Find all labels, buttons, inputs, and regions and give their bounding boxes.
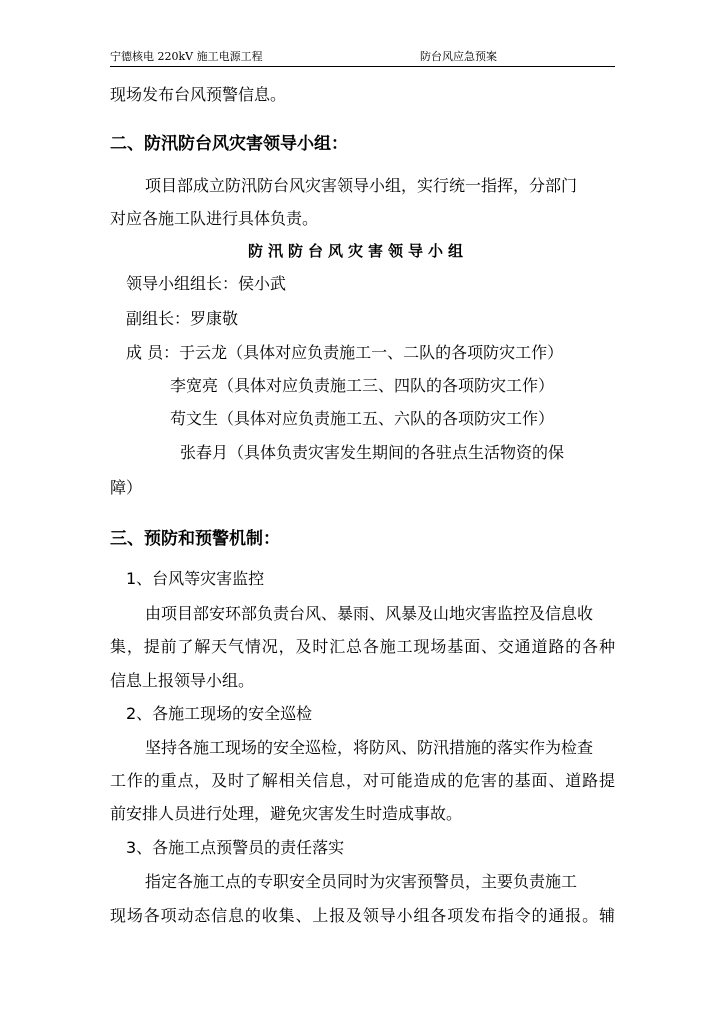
section-heading-3: 三、预防和预警机制：: [110, 529, 280, 549]
member-line: 李宽亮（具体对应负责施工三、四队的各项防灾工作）: [170, 376, 555, 395]
paragraph-line: 指定各施工点的专职安全员同时为灾害预警员，主要负责施工: [145, 872, 578, 891]
subsection-heading: 3、各施工点预警员的责任落实: [126, 838, 345, 857]
section-heading-2: 二、防汛防台风灾害领导小组：: [110, 134, 348, 154]
paragraph-line: 现场发布台风预警信息。: [110, 85, 287, 104]
paragraph-line: 对应各施工队进行具体负责。: [110, 209, 319, 228]
paragraph-line: 坚持各施工现场的安全巡检，将防风、防汛措施的落实作为检查: [145, 738, 594, 757]
paragraph-line: 现场各项动态信息的收集、上报及领导小组各项发布指令的通报。辅: [110, 906, 615, 925]
deputy-line: 副组长：罗康敬: [126, 309, 239, 328]
member-line: 张春月（具体负责灾害发生期间的各驻点生活物资的保: [180, 443, 565, 462]
paragraph-line: 由项目部安环部负责台风、暴雨、风暴及山地灾害监控及信息收: [145, 604, 594, 623]
leader-line: 领导小组组长：侯小武: [126, 274, 287, 293]
subsection-heading: 2、各施工现场的安全巡检: [126, 704, 313, 723]
member-line: 苟文生（具体对应负责施工五、六队的各项防灾工作）: [170, 409, 555, 428]
header-project-name: 宁德核电 220kV 施工电源工程: [110, 50, 263, 63]
header-document-title: 防台风应急预案: [420, 50, 497, 63]
page-header: [110, 50, 615, 67]
paragraph-line: 工作的重点，及时了解相关信息，对可能造成的危害的基面、道路提: [110, 771, 615, 790]
paragraph-line: 集，提前了解天气情况，及时汇总各施工现场基面、交通道路的各种: [110, 637, 615, 656]
subsection-heading: 1、台风等灾害监控: [126, 569, 265, 588]
paragraph-line: 信息上报领导小组。: [110, 671, 255, 690]
member-line-continued: 障）: [110, 478, 143, 497]
member-line: 成 员：于云龙（具体对应负责施工一、二队的各项防灾工作）: [126, 343, 564, 362]
paragraph-line: 前安排人员进行处理，避免灾害发生时造成事故。: [110, 804, 463, 823]
group-title: 防汛防台风灾害领导小组: [248, 242, 469, 260]
paragraph-line: 项目部成立防汛防台风灾害领导小组，实行统一指挥，分部门: [145, 176, 578, 195]
